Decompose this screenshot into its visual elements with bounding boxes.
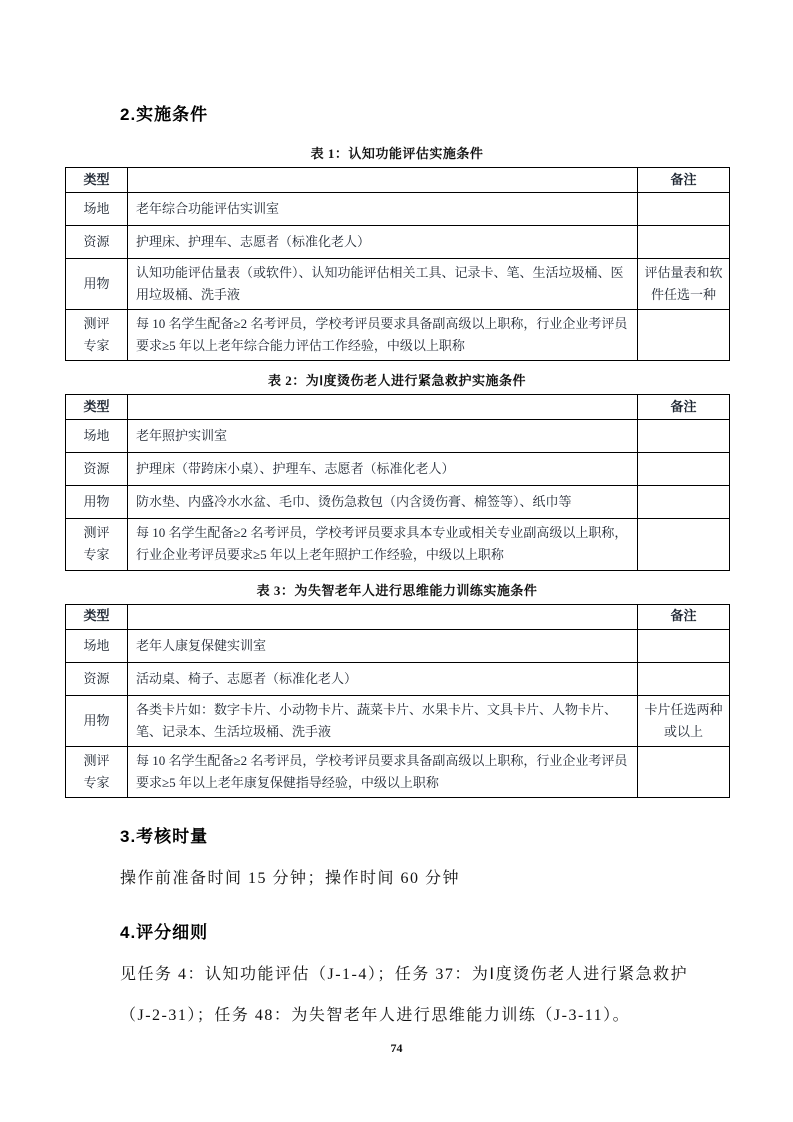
table2-caption: 表 2：为Ⅰ度烫伤老人进行紧急救护实施条件 — [267, 373, 527, 389]
table-row-resources — [66, 662, 730, 695]
row-content-cell: 护理床、护理车、志愿者（标准化老人） — [128, 226, 638, 259]
table-thinking-ability-training — [65, 604, 730, 798]
row-content-cell: 各类卡片如：数字卡片、小动物卡片、蔬菜卡片、水果卡片、文具卡片、人物卡片、笔、记录本、生活垃圾桶、洗手液 — [128, 695, 638, 746]
row-note-cell — [638, 453, 730, 486]
header-note-cell: 备注 — [638, 604, 730, 629]
row-label-cell — [66, 310, 128, 361]
row-label-text: 资源 — [83, 233, 110, 249]
section-heading-assessment-time: 3.考核时量 — [120, 826, 209, 846]
header-note-cell: 备注 — [638, 168, 730, 193]
row-label-text: 用物 — [83, 494, 110, 510]
header-type-cell: 类型 — [66, 168, 128, 193]
row-label-text: 资源 — [83, 461, 110, 477]
row-content-cell: 每 10 名学生配备≥2 名考评员，学校考评员要求具备副高级以上职称，行业企业考评员要求≥5 年以上老年康复保健指导经验，中级以上职称 — [128, 746, 638, 797]
row-label-text: 用物 — [83, 276, 110, 292]
header-content-cell — [128, 604, 638, 629]
row-label-text: 测评专家 — [83, 752, 110, 790]
table-burn-emergency-care — [65, 394, 730, 570]
row-label-cell — [66, 259, 128, 310]
row-label-cell — [66, 695, 128, 746]
table-row-site — [66, 193, 730, 226]
row-label-cell — [66, 629, 128, 662]
table-row-site — [66, 629, 730, 662]
table-row-site — [66, 420, 730, 453]
row-content-cell: 每 10 名学生配备≥2 名考评员，学校考评员要求具备副高级以上职称，行业企业考评员要求≥5 年以上老年综合能力评估工作经验，中级以上职称 — [128, 310, 638, 361]
row-note-cell — [638, 193, 730, 226]
row-label-text: 场地 — [83, 200, 110, 216]
row-content-cell: 活动桌、椅子、志愿者（标准化老人） — [128, 662, 638, 695]
row-content-cell: 护理床（带跨床小桌）、护理车、志愿者（标准化老人） — [128, 453, 638, 486]
row-note-cell — [638, 746, 730, 797]
table-header-row — [66, 395, 730, 420]
section-heading-scoring-rules: 4.评分细则 — [120, 922, 209, 942]
row-note-cell — [638, 310, 730, 361]
row-label-cell — [66, 420, 128, 453]
row-note-cell — [638, 662, 730, 695]
table-row-assessors — [66, 310, 730, 361]
row-label-cell — [66, 193, 128, 226]
row-label-cell — [66, 746, 128, 797]
row-label-cell — [66, 226, 128, 259]
table-row-resources — [66, 226, 730, 259]
row-content-cell: 防水垫、内盛冷水水盆、毛巾、烫伤急救包（内含烫伤膏、棉签等）、纸巾等 — [128, 486, 638, 519]
row-content-cell: 老年照护实训室 — [128, 420, 638, 453]
header-type-cell: 类型 — [66, 604, 128, 629]
page-number: 74 — [390, 1041, 403, 1055]
row-label-cell — [66, 453, 128, 486]
row-label-cell — [66, 486, 128, 519]
table3-caption: 表 3：为失智老年人进行思维能力训练实施条件 — [256, 582, 538, 598]
row-note-cell: 评估量表和软件任选一种 — [638, 259, 730, 310]
table-header-row — [66, 604, 730, 629]
row-note-cell — [638, 486, 730, 519]
row-label-text: 场地 — [83, 428, 110, 444]
header-content-cell — [128, 395, 638, 420]
row-label-text: 场地 — [83, 637, 110, 653]
table-row-resources — [66, 453, 730, 486]
header-note-cell: 备注 — [638, 395, 730, 420]
row-note-cell — [638, 226, 730, 259]
table1-caption: 表 1：认知功能评估实施条件 — [310, 146, 484, 161]
table-header-row — [66, 168, 730, 193]
header-content-cell — [128, 168, 638, 193]
row-label-text: 测评专家 — [83, 316, 110, 354]
table-row-materials — [66, 695, 730, 746]
row-label-text: 用物 — [83, 712, 110, 728]
header-type-cell: 类型 — [66, 395, 128, 420]
row-note-cell — [638, 519, 730, 570]
row-label-text: 资源 — [83, 670, 110, 686]
row-content-cell: 老年人康复保健实训室 — [128, 629, 638, 662]
row-content-cell: 老年综合功能评估实训室 — [128, 193, 638, 226]
table-row-assessors — [66, 519, 730, 570]
table-cognitive-assessment — [65, 167, 730, 361]
row-label-cell — [66, 662, 128, 695]
assessment-time-text: 操作前准备时间 15 分钟；操作时间 60 分钟 — [120, 869, 461, 887]
table-row-materials — [66, 486, 730, 519]
row-note-cell: 卡片任选两种或以上 — [638, 695, 730, 746]
scoring-rules-text: 见任务 4：认知功能评估（J-1-4）；任务 37：为Ⅰ度烫伤老人进行紧急救护（J-2-31）；任务 48：为失智老年人进行思维能力训练（J-3-11）。 — [120, 965, 689, 1024]
row-note-cell — [638, 629, 730, 662]
row-label-cell — [66, 519, 128, 570]
table-row-materials — [66, 259, 730, 310]
section-heading-implementation: 2.实施条件 — [120, 105, 209, 124]
row-content-cell: 每 10 名学生配备≥2 名考评员，学校考评员要求具本专业或相关专业副高级以上职称，行业企业考评员要求≥5 年以上老年照护工作经验，中级以上职称 — [128, 519, 638, 570]
table-row-assessors — [66, 746, 730, 797]
row-label-text: 测评专家 — [83, 525, 110, 563]
row-content-cell: 认知功能评估量表（或软件）、认知功能评估相关工具、记录卡、笔、生活垃圾桶、医用垃圾桶、洗手液 — [128, 259, 638, 310]
row-note-cell — [638, 420, 730, 453]
